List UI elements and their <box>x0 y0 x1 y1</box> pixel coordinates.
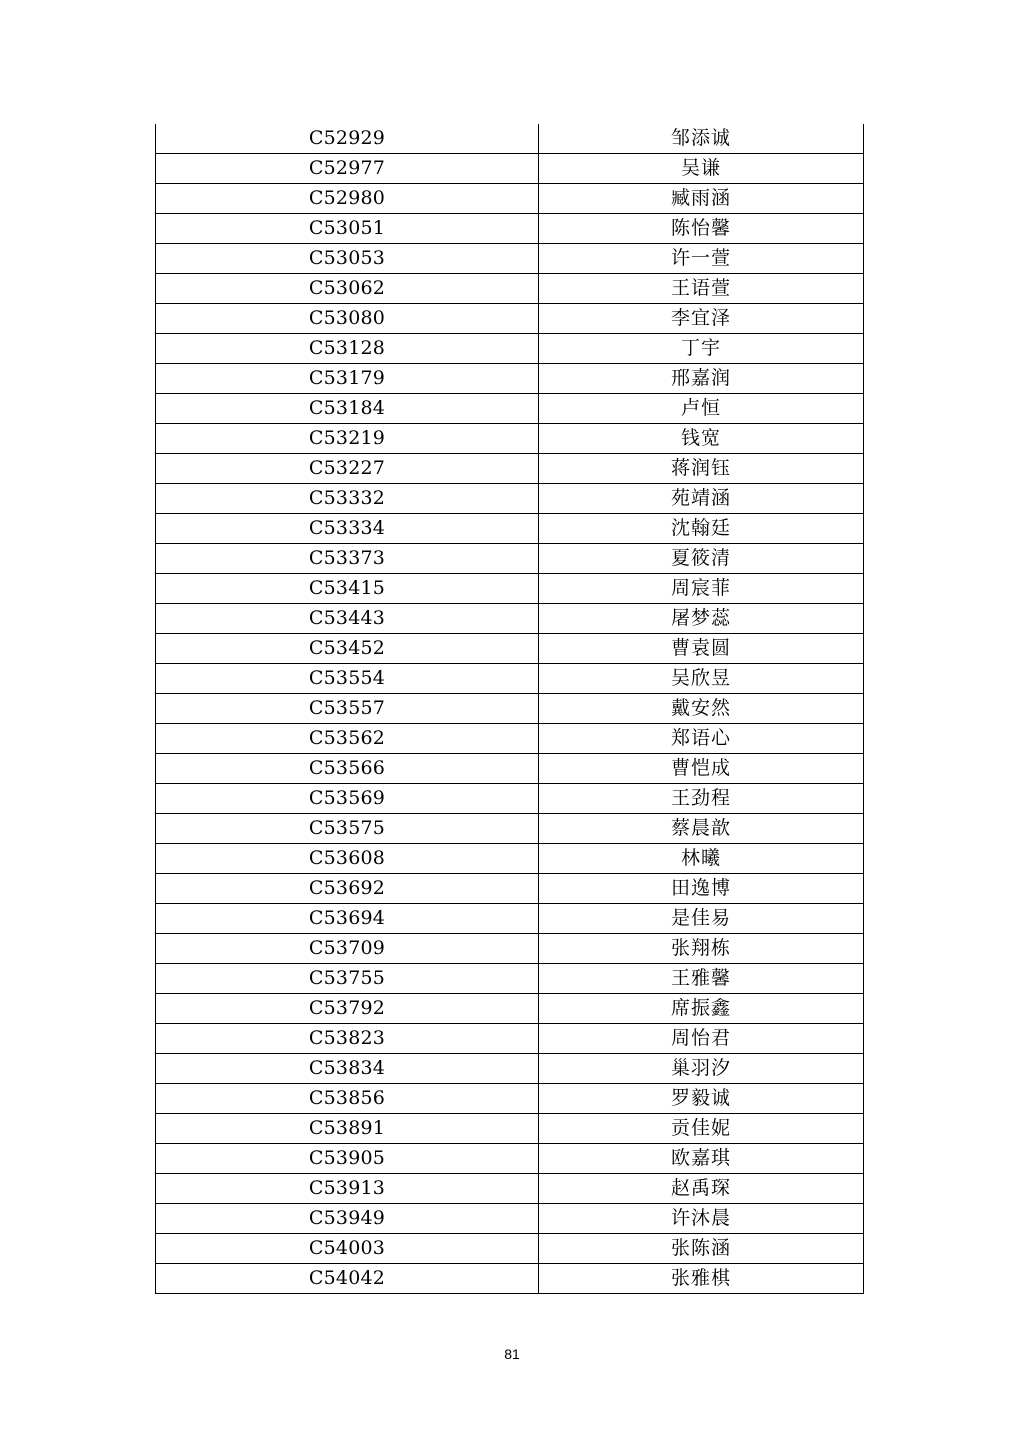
name-cell: 邹添诚 <box>539 124 864 154</box>
name-cell: 张陈涵 <box>539 1234 864 1264</box>
id-cell: C53051 <box>156 214 539 244</box>
name-cell: 王劲程 <box>539 784 864 814</box>
name-cell: 张雅棋 <box>539 1264 864 1294</box>
id-cell: C53080 <box>156 304 539 334</box>
name-cell: 许一萱 <box>539 244 864 274</box>
id-cell: C53891 <box>156 1114 539 1144</box>
id-cell: C53053 <box>156 244 539 274</box>
page-number: 81 <box>504 1346 520 1362</box>
table-row <box>156 544 864 574</box>
id-cell: C53694 <box>156 904 539 934</box>
table-row <box>156 664 864 694</box>
name-cell: 蒋润钰 <box>539 454 864 484</box>
table-row <box>156 1054 864 1084</box>
table-row <box>156 694 864 724</box>
name-cell: 欧嘉琪 <box>539 1144 864 1174</box>
table-row <box>156 154 864 184</box>
name-cell: 王雅馨 <box>539 964 864 994</box>
id-cell: C53709 <box>156 934 539 964</box>
table-row <box>156 784 864 814</box>
id-cell: C53566 <box>156 754 539 784</box>
name-cell: 屠梦蕊 <box>539 604 864 634</box>
id-cell: C53062 <box>156 274 539 304</box>
table-row <box>156 304 864 334</box>
table-row <box>156 1174 864 1204</box>
name-cell: 曹恺成 <box>539 754 864 784</box>
name-cell: 李宜泽 <box>539 304 864 334</box>
id-cell: C53179 <box>156 364 539 394</box>
name-cell: 曹袁圆 <box>539 634 864 664</box>
name-cell: 卢恒 <box>539 394 864 424</box>
id-cell: C53608 <box>156 844 539 874</box>
table-row <box>156 214 864 244</box>
id-cell: C52929 <box>156 124 539 154</box>
id-cell: C53823 <box>156 1024 539 1054</box>
table-row <box>156 184 864 214</box>
id-cell: C53452 <box>156 634 539 664</box>
id-cell: C53184 <box>156 394 539 424</box>
id-cell: C52977 <box>156 154 539 184</box>
name-cell: 蔡晨歆 <box>539 814 864 844</box>
table-row <box>156 1264 864 1294</box>
id-cell: C53443 <box>156 604 539 634</box>
id-cell: C53692 <box>156 874 539 904</box>
id-cell: C53128 <box>156 334 539 364</box>
table-row <box>156 574 864 604</box>
table-row <box>156 1084 864 1114</box>
name-cell: 钱宽 <box>539 424 864 454</box>
id-cell: C53856 <box>156 1084 539 1114</box>
name-cell: 戴安然 <box>539 694 864 724</box>
name-cell: 罗毅诚 <box>539 1084 864 1114</box>
table-row <box>156 124 864 154</box>
name-cell: 夏筱清 <box>539 544 864 574</box>
table-row <box>156 1024 864 1054</box>
id-cell: C54003 <box>156 1234 539 1264</box>
id-cell: C52980 <box>156 184 539 214</box>
name-cell: 郑语心 <box>539 724 864 754</box>
name-cell: 张翔栋 <box>539 934 864 964</box>
name-cell: 丁宇 <box>539 334 864 364</box>
table-row <box>156 514 864 544</box>
id-cell: C53913 <box>156 1174 539 1204</box>
id-cell: C53792 <box>156 994 539 1024</box>
id-cell: C53373 <box>156 544 539 574</box>
name-cell: 贡佳妮 <box>539 1114 864 1144</box>
name-cell: 周怡君 <box>539 1024 864 1054</box>
id-cell: C53332 <box>156 484 539 514</box>
table-row <box>156 964 864 994</box>
table-row <box>156 484 864 514</box>
table-row <box>156 1114 864 1144</box>
table-row <box>156 454 864 484</box>
table-row <box>156 724 864 754</box>
table-row <box>156 424 864 454</box>
table-row <box>156 1234 864 1264</box>
name-cell: 席振鑫 <box>539 994 864 1024</box>
id-cell: C53219 <box>156 424 539 454</box>
name-cell: 周宸菲 <box>539 574 864 604</box>
table-row <box>156 904 864 934</box>
name-cell: 臧雨涵 <box>539 184 864 214</box>
name-cell: 邢嘉润 <box>539 364 864 394</box>
name-cell: 赵禹琛 <box>539 1174 864 1204</box>
id-cell: C53554 <box>156 664 539 694</box>
id-cell: C53569 <box>156 784 539 814</box>
table-row <box>156 754 864 784</box>
roster-table <box>155 124 864 1294</box>
name-cell: 巢羽汐 <box>539 1054 864 1084</box>
table-row <box>156 394 864 424</box>
table-row <box>156 874 864 904</box>
table-row <box>156 604 864 634</box>
table-row <box>156 1204 864 1234</box>
table-row <box>156 934 864 964</box>
name-cell: 陈怡馨 <box>539 214 864 244</box>
table-row <box>156 244 864 274</box>
table-row <box>156 1144 864 1174</box>
table-row <box>156 844 864 874</box>
id-cell: C53834 <box>156 1054 539 1084</box>
id-cell: C53755 <box>156 964 539 994</box>
name-cell: 王语萱 <box>539 274 864 304</box>
name-cell: 田逸博 <box>539 874 864 904</box>
id-cell: C53557 <box>156 694 539 724</box>
name-cell: 是佳易 <box>539 904 864 934</box>
table-row <box>156 994 864 1024</box>
name-cell: 吴谦 <box>539 154 864 184</box>
id-cell: C54042 <box>156 1264 539 1294</box>
id-cell: C53334 <box>156 514 539 544</box>
table-row <box>156 814 864 844</box>
id-cell: C53415 <box>156 574 539 604</box>
name-cell: 沈翰廷 <box>539 514 864 544</box>
roster-table-body <box>156 124 864 1294</box>
name-cell: 林曦 <box>539 844 864 874</box>
id-cell: C53575 <box>156 814 539 844</box>
name-cell: 苑靖涵 <box>539 484 864 514</box>
name-cell: 吴欣昱 <box>539 664 864 694</box>
id-cell: C53949 <box>156 1204 539 1234</box>
id-cell: C53562 <box>156 724 539 754</box>
table-row <box>156 334 864 364</box>
table-row <box>156 634 864 664</box>
table-row <box>156 364 864 394</box>
name-cell: 许沐晨 <box>539 1204 864 1234</box>
table-row <box>156 274 864 304</box>
id-cell: C53905 <box>156 1144 539 1174</box>
id-cell: C53227 <box>156 454 539 484</box>
